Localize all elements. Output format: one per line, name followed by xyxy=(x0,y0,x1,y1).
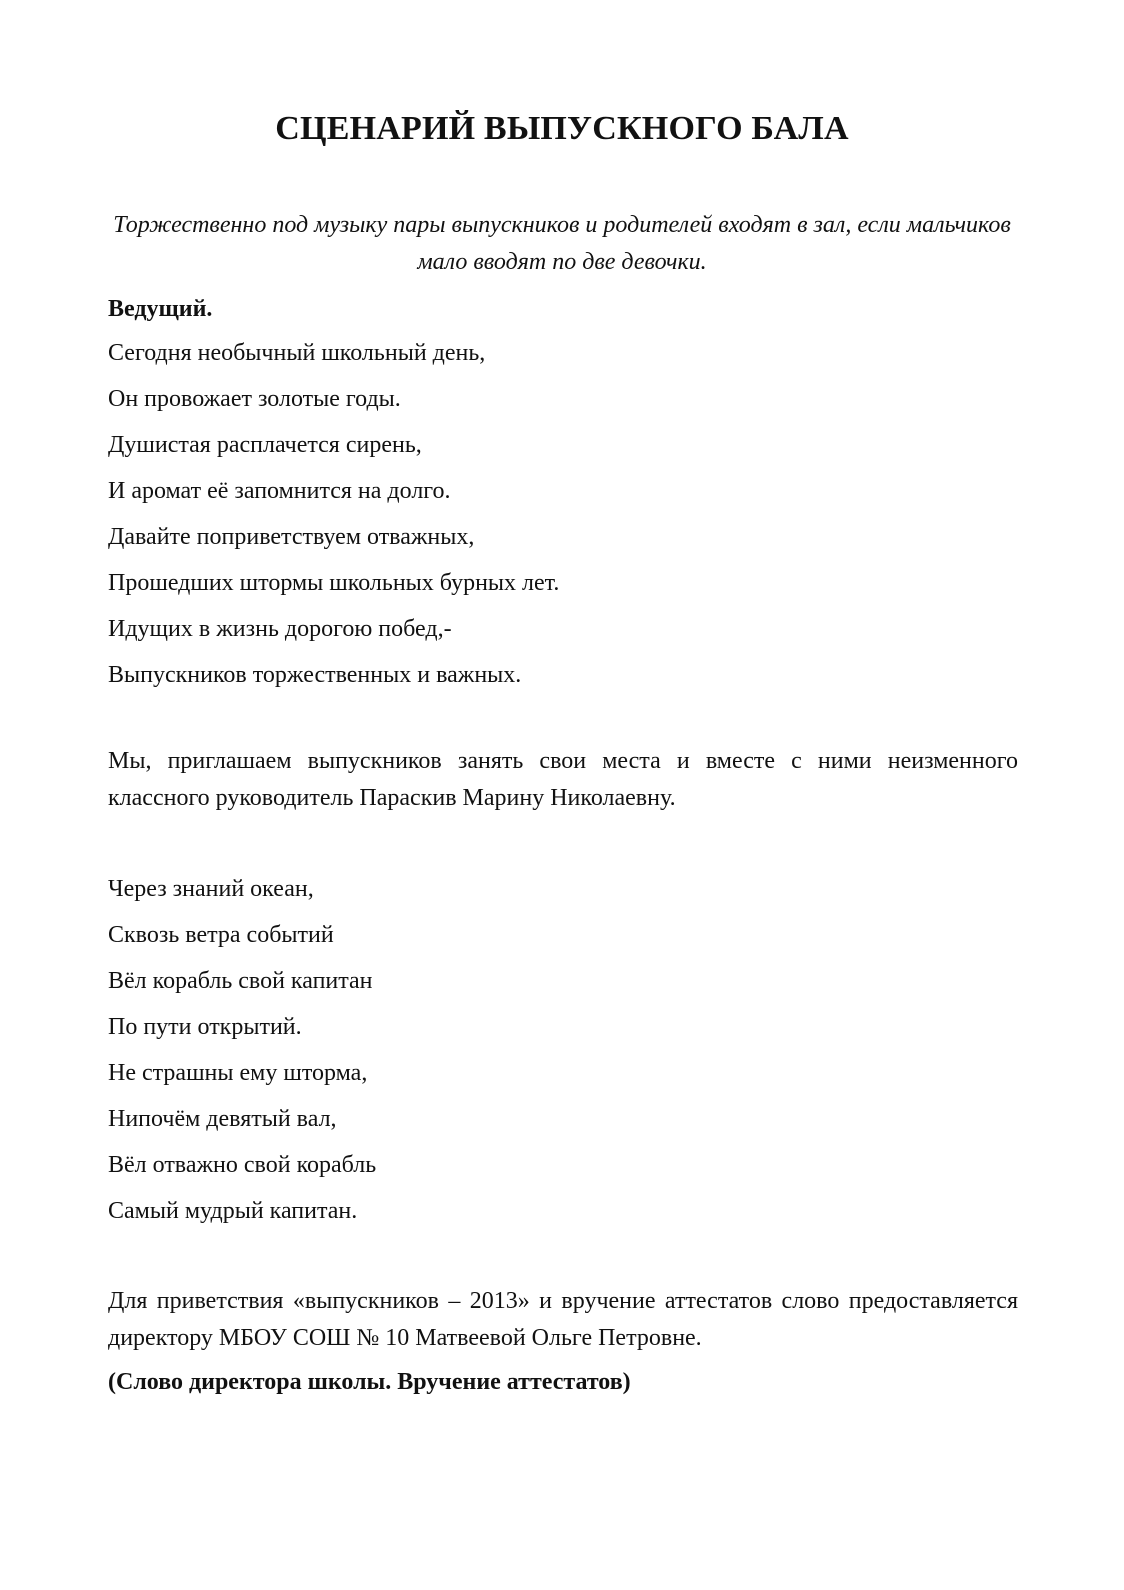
poem-line: Давайте поприветствуем отважных, xyxy=(108,524,475,550)
poem-line: Он провожает золотые годы. xyxy=(108,386,401,412)
stage-direction-intro: Торжественно под музыку пары выпускников и родителей входят в зал, если мальчиков мало вводят по две девочки. xyxy=(113,212,1011,275)
poem-line: Идущих в жизнь дорогою побед,- xyxy=(108,616,452,642)
invitation-paragraph: Мы, приглашаем выпускников занять свои места и вместе с ними неизменного классного руководитель Параскив Марину Николаевну. xyxy=(108,748,1018,811)
poem-line: Вёл отважно свой корабль xyxy=(108,1152,377,1178)
poem-line: По пути открытий. xyxy=(108,1014,302,1040)
poem-line: Вёл корабль свой капитан xyxy=(108,968,373,994)
poem-line: Нипочём девятый вал, xyxy=(108,1106,337,1132)
stage-direction-closing: (Слово директора школы. Вручение аттестатов) xyxy=(108,1369,631,1395)
poem-line: Прошедших штормы школьных бурных лет. xyxy=(108,570,560,596)
poem-line: Сегодня необычный школьный день, xyxy=(108,340,486,366)
poem-line: И аромат её запомнится на долго. xyxy=(108,478,451,504)
director-paragraph: Для приветствия «выпускников – 2013» и вручение аттестатов слово предоставляется директору МБОУ СОШ № 10 Матвеевой Ольге Петровне. xyxy=(108,1288,1018,1351)
poem-line: Душистая расплачется сирень, xyxy=(108,432,422,458)
poem-line: Через знаний океан, xyxy=(108,876,314,902)
speaker-label: Ведущий. xyxy=(108,296,213,322)
poem-second xyxy=(108,866,1018,1234)
poem-line: Не страшны ему шторма, xyxy=(108,1060,368,1086)
poem-line: Сквозь ветра событий xyxy=(108,922,334,948)
poem-first xyxy=(108,330,1018,698)
poem-line: Выпускников торжественных и важных. xyxy=(108,662,522,688)
poem-line: Самый мудрый капитан. xyxy=(108,1198,358,1224)
document-title: СЦЕНАРИЙ ВЫПУСКНОГО БАЛА xyxy=(275,110,849,147)
